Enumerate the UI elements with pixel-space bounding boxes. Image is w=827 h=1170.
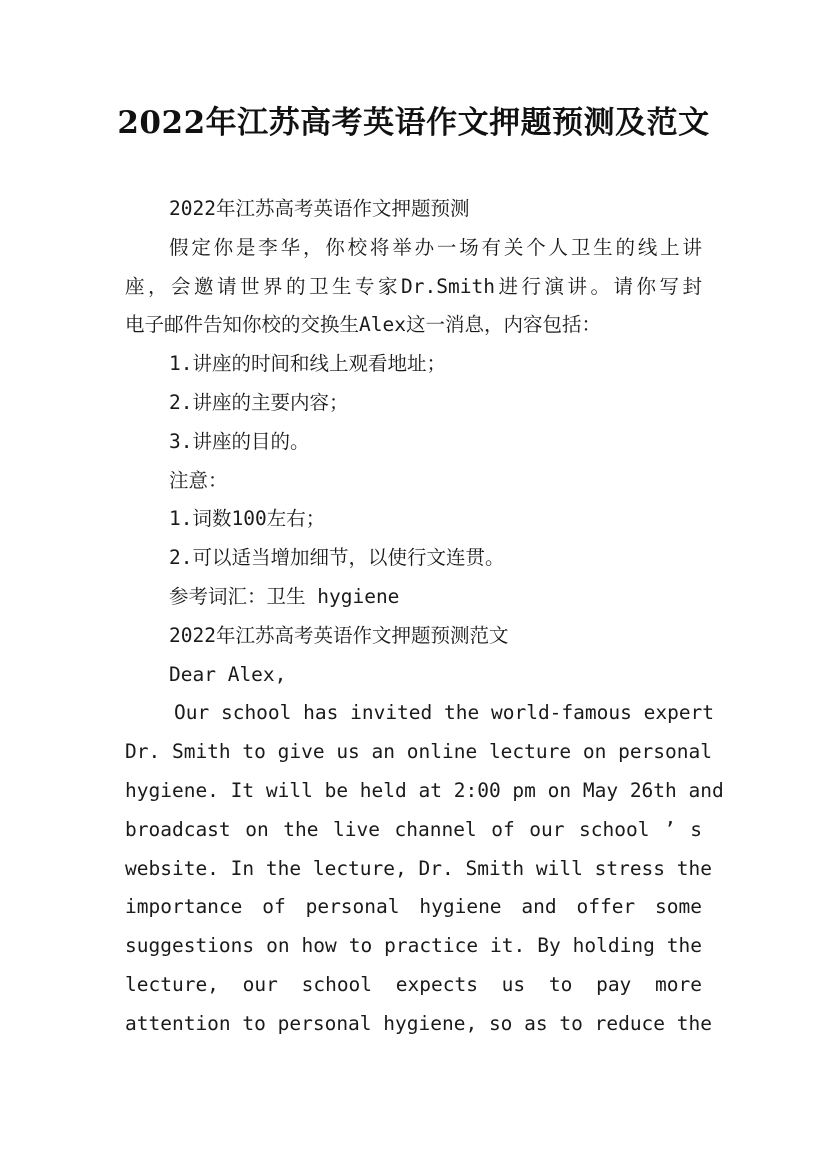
essay-line: Our school has invited the world-famous expert: [174, 701, 715, 725]
note-label: 注意：: [169, 468, 228, 492]
subheading: 2022年江苏高考英语作文押题预测: [169, 197, 470, 220]
essay-line: attention to personal hygiene, so as to reduce the: [125, 1011, 712, 1035]
essay-line: Dr. Smith to give us an online lecture on personal: [125, 740, 712, 764]
essay-paragraph: [125, 694, 724, 1043]
essay-line: lecture, our school expects us to pay more: [125, 972, 702, 996]
document-title: 2022年江苏高考英语作文押题预测及范文: [117, 105, 710, 141]
sample-heading: 2022年江苏高考英语作文押题预测范文: [169, 623, 509, 647]
essay-line: hygiene. It will be held at 2:00 pm on May 26th and: [125, 778, 724, 802]
requirement-item: 1.讲座的时间和线上观看地址；: [169, 352, 446, 376]
essay-line: website. In the lecture, Dr. Smith will stress the: [125, 856, 712, 880]
requirement-item: 2.讲座的主要内容；: [169, 390, 349, 414]
essay-line: importance of personal hygiene and offer some: [125, 895, 702, 919]
prompt-line: 座，会邀请世界的卫生专家Dr.Smith进行演讲。请你写封: [125, 274, 702, 298]
document-body: [125, 190, 724, 1044]
letter-greeting: Dear Alex,: [169, 662, 287, 686]
vocab-hint: 参考词汇：卫生 hygiene: [169, 584, 400, 608]
note-item: 1.词数100左右；: [169, 507, 326, 531]
prompt-line: 电子邮件告知你校的交换生Alex这一消息，内容包括：: [125, 313, 601, 337]
essay-line: suggestions on how to practice it. By holding the: [125, 934, 702, 958]
prompt-paragraph: [125, 229, 702, 345]
requirement-item: 3.讲座的目的。: [169, 429, 310, 453]
prompt-line: 假定你是李华，你校将举办一场有关个人卫生的线上讲: [169, 235, 702, 259]
essay-line: broadcast on the live channel of our school ’ s: [125, 817, 702, 841]
note-item: 2.可以适当增加细节，以使行文连贯。: [169, 546, 505, 570]
